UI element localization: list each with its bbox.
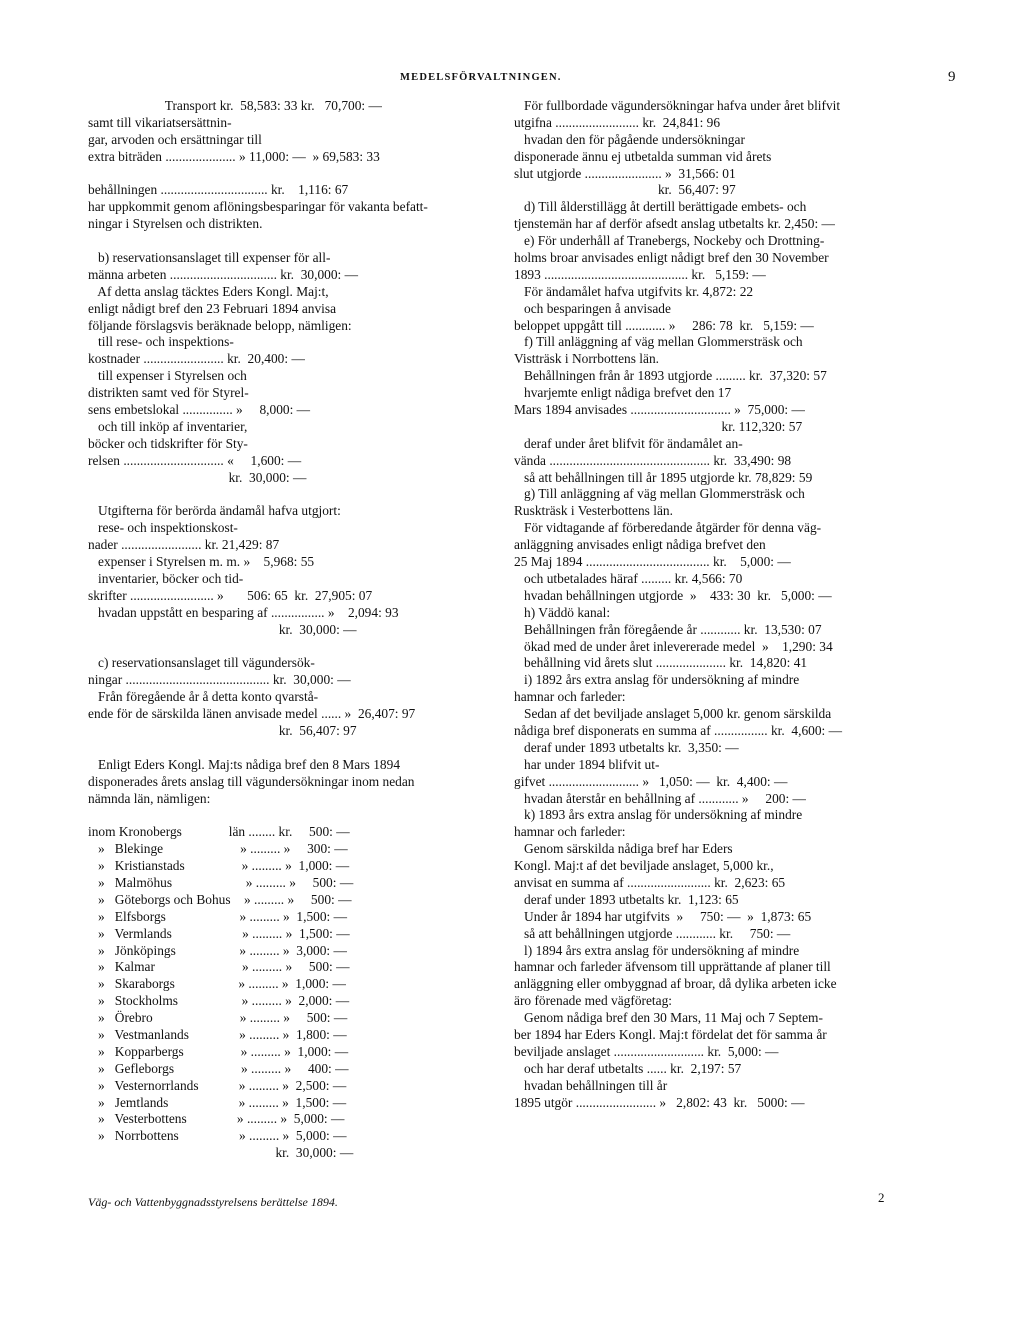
text-line: Under år 1894 har utgifvits » 750: — » 1,873: 65 xyxy=(514,908,812,924)
text-line: vända ................................................ kr. 33,490: 98 xyxy=(514,452,792,468)
text-line: d) Till ålderstillägg åt dertill berättigade embets- och xyxy=(514,199,807,215)
text-line: ningar ........................................... kr. 30,000: — xyxy=(88,672,351,688)
text-line: tjenstemän har af derför afsedt anslag utbetalts kr. 2,450: — xyxy=(514,216,835,232)
text-line: till rese- och inspektions- xyxy=(88,334,234,350)
text-line: hvadan den för pågående undersökningar xyxy=(514,131,745,147)
text-line xyxy=(88,486,498,503)
text-line: l) 1894 års extra anslag för undersökning af mindre xyxy=(514,942,800,958)
text-line: » Vesternorrlands » ......... » 2,500: — xyxy=(88,1077,347,1093)
text-line: ende för de särskilda länen anvisade medel ...... » 26,407: 97 xyxy=(88,706,416,722)
text-line xyxy=(88,807,498,824)
text-line xyxy=(88,639,498,656)
text-line: och besparingen å anvisade xyxy=(514,300,671,316)
text-line: Mars 1894 anvisades .............................. » 75,000: — xyxy=(514,402,805,418)
text-line: deraf under 1893 utbetalts kr. 1,123: 65 xyxy=(514,891,739,907)
text-line: » Gefleborgs » ......... » 400: — xyxy=(88,1060,349,1076)
text-line: disponerades årets anslag till vägundersökningar inom nedan xyxy=(88,773,415,789)
text-line: ber 1894 har Eders Kongl. Maj:t fördelat det för samma år xyxy=(514,1026,827,1042)
text-line: behållning vid årets slut ..................... kr. 14,820: 41 xyxy=(514,655,808,671)
text-line: distrikten samt ved för Styrel- xyxy=(88,385,249,401)
text-line: anvisat en summa af ......................... kr. 2,623: 65 xyxy=(514,874,786,890)
text-line: Transport kr. 58,583: 33 kr. 70,700: — xyxy=(88,98,382,113)
text-line: h) Väddö kanal: xyxy=(514,604,611,620)
text-line: deraf under året blifvit för ändamålet an- xyxy=(514,435,743,451)
text-line: så att behållningen till år 1895 utgjorde kr. 78,829: 59 xyxy=(514,469,813,485)
text-line: » Kopparbergs » ......... » 1,000: — xyxy=(88,1043,349,1059)
text-line: » Elfsborgs » ......... » 1,500: — xyxy=(88,908,348,924)
text-line: k) 1893 års extra anslag för undersökning af mindre xyxy=(514,807,803,823)
text-line: deraf under 1893 utbetalts kr. 3,350: — xyxy=(514,739,739,755)
text-line: nämnda län, nämligen: xyxy=(88,790,211,806)
text-line: kr. 56,407: 97 xyxy=(514,182,736,198)
text-line xyxy=(88,740,498,757)
text-line: och har deraf utbetalts ...... kr. 2,197: 57 xyxy=(514,1060,742,1076)
text-line: böcker och tidskrifter för Sty- xyxy=(88,435,248,451)
signature-mark: 2 xyxy=(878,1190,885,1205)
text-line: ningar i Styrelsen och distrikten. xyxy=(88,216,263,232)
text-line: beloppet uppgått till ............ » 286: 78 kr. 5,159: — xyxy=(514,317,814,333)
left-column xyxy=(88,98,498,1162)
text-line: Af detta anslag täcktes Eders Kongl. Maj:t, xyxy=(88,283,329,299)
text-line: äro förenade med vägföretag: xyxy=(514,993,673,1009)
text-line: » Vestmanlands » ......... » 1,800: — xyxy=(88,1026,347,1042)
text-line: Enligt Eders Kongl. Maj:ts nådiga bref den 8 Mars 1894 xyxy=(88,756,401,772)
text-line: » Norrbottens » ......... » 5,000: — xyxy=(88,1128,347,1144)
text-line: gifvet ........................... » 1,050: — kr. 4,400: — xyxy=(514,773,788,789)
text-line: hamnar och farleder: xyxy=(514,689,626,705)
text-line: 1893 ........................................... kr. 5,159: — xyxy=(514,266,766,282)
text-line: kr. 112,320: 57 xyxy=(514,418,803,434)
text-line: Utgifterna för berörda ändamål hafva utgjort: xyxy=(88,503,341,519)
text-line: Kongl. Maj:t af det beviljade anslaget, 5,000 kr., xyxy=(514,858,774,874)
text-line: Behållningen från föregående år ............ kr. 13,530: 07 xyxy=(514,621,822,637)
text-line: ökad med de under året inlevererade medel » 1,290: 34 xyxy=(514,638,833,654)
text-line: i) 1892 års extra anslag för undersökning af mindre xyxy=(514,672,800,688)
text-line: » Skaraborgs » ......... » 1,000: — xyxy=(88,976,346,992)
text-line: har uppkommit genom aflöningsbesparingar för vakanta befatt- xyxy=(88,199,428,215)
text-line: f) Till anläggning af väg mellan Glommersträsk och xyxy=(514,334,803,350)
text-line: » Jemtlands » ......... » 1,500: — xyxy=(88,1094,347,1110)
text-line: och utbetalades häraf ......... kr. 4,566: 70 xyxy=(514,570,743,586)
text-line: kr. 30,000: — xyxy=(88,621,357,637)
text-line: inom Kronobergs län ........ kr. 500: — xyxy=(88,824,350,840)
text-line xyxy=(88,166,498,183)
text-line: hvarjemte enligt nådiga brefvet den 17 xyxy=(514,385,732,401)
text-line: » Jönköpings » ......... » 3,000: — xyxy=(88,942,347,958)
text-line: » Vesterbottens » ......... » 5,000: — xyxy=(88,1111,345,1127)
text-line: kostnader ........................ kr. 20,400: — xyxy=(88,351,305,367)
text-line: » Vermlands » ......... » 1,500: — xyxy=(88,925,350,941)
text-line: följande förslagsvis beräknade belopp, nämligen: xyxy=(88,317,352,333)
text-line: hamnar och farleder: xyxy=(514,824,626,840)
text-line: För vidtagande af förberedande åtgärder för denna väg- xyxy=(514,520,822,536)
text-line: nader ........................ kr. 21,429: 87 xyxy=(88,537,280,553)
text-line: » Malmöhus » ......... » 500: — xyxy=(88,874,354,890)
text-line: sens embetslokal ............... » 8,000: — xyxy=(88,402,311,418)
text-line: utgifna ......................... kr. 24,841: 96 xyxy=(514,114,721,130)
text-line: Ruskträsk i Vesterbottens län. xyxy=(514,503,673,519)
text-line: skrifter ......................... » 506: 65 kr. 27,905: 07 xyxy=(88,587,373,603)
text-line: holms broar anvisades enligt nådigt bref den 30 November xyxy=(514,250,829,266)
text-line: c) reservationsanslaget till vägundersök- xyxy=(88,655,315,671)
text-line: samt till vikariatsersättnin- xyxy=(88,114,232,130)
page-number: 9 xyxy=(948,69,956,85)
text-line: Behållningen från år 1893 utgjorde ......... kr. 37,320: 57 xyxy=(514,368,827,384)
text-line: relsen .............................. « 1,600: — xyxy=(88,452,302,468)
text-line: Genom särskilda nådiga bref har Eders xyxy=(514,841,733,857)
text-line: kr. 56,407: 97 xyxy=(88,722,357,738)
text-line: behållningen ................................ kr. 1,116: 67 xyxy=(88,182,349,198)
text-line: Genom nådiga bref den 30 Mars, 11 Maj och 7 Septem- xyxy=(514,1010,823,1026)
text-line: kr. 30,000: — xyxy=(88,1145,354,1161)
text-line: För fullbordade vägundersökningar hafva under året blifvit xyxy=(514,98,841,113)
text-line: extra biträden ..................... » 11,000: — » 69,583: 33 xyxy=(88,148,380,164)
text-line: slut utgjorde ....................... » 31,566: 01 xyxy=(514,165,736,181)
text-line: » Kristianstads » ......... » 1,000: — xyxy=(88,858,350,874)
text-line xyxy=(88,233,498,250)
text-line: expenser i Styrelsen m. m. » 5,968: 55 xyxy=(88,554,315,570)
text-line: Sedan af det beviljade anslaget 5,000 kr. genom särskilda xyxy=(514,706,832,722)
text-line: » Kalmar » ......... » 500: — xyxy=(88,959,350,975)
text-line: » Blekinge » ......... » 300: — xyxy=(88,841,348,857)
text-line: enligt nådigt bref den 23 Februari 1894 anvisa xyxy=(88,300,337,316)
text-line: nådiga bref disponerats en summa af ................ kr. 4,600: — xyxy=(514,722,843,738)
text-line: hvadan återstår en behållning af ............ » 200: — xyxy=(514,790,806,806)
text-line: hvadan behållningen till år xyxy=(514,1077,668,1093)
text-line: rese- och inspektionskost- xyxy=(88,520,238,536)
text-line: b) reservationsanslaget till expenser för all- xyxy=(88,250,331,266)
text-line: till expenser i Styrelsen och xyxy=(88,368,247,384)
text-line: disponerade ännu ej utbetalda summan vid årets xyxy=(514,148,772,164)
text-line: Vistträsk i Norrbottens län. xyxy=(514,351,659,367)
page-header xyxy=(0,69,1024,88)
text-line: och till inköp af inventarier, xyxy=(88,418,248,434)
text-line: g) Till anläggning af väg mellan Glommersträsk och xyxy=(514,486,805,502)
text-line: kr. 30,000: — xyxy=(88,469,307,485)
text-line: 1895 utgör ........................ » 2,802: 43 kr. 5000: — xyxy=(514,1094,805,1110)
text-line: e) För underhåll af Tranebergs, Nockeby och Drottning- xyxy=(514,233,825,249)
text-line: har under 1894 blifvit ut- xyxy=(514,756,660,772)
text-line: » Göteborgs och Bohus » ......... » 500: — xyxy=(88,891,352,907)
footer-text: Väg- och Vattenbyggnadsstyrelsens berättelse 1894. xyxy=(88,1195,338,1209)
text-line: hamnar och farleder äfvensom till upprättande af planer till xyxy=(514,959,831,975)
text-line: Från föregående år å detta konto qvarstå- xyxy=(88,689,319,705)
text-line: männa arbeten ................................ kr. 30,000: — xyxy=(88,266,359,282)
text-line: » Örebro » ......... » 500: — xyxy=(88,1010,348,1026)
text-line: För ändamålet hafva utgifvits kr. 4,872: 22 xyxy=(514,283,754,299)
text-line: hvadan uppstått en besparing af ................ » 2,094: 93 xyxy=(88,604,399,620)
text-line: inventarier, böcker och tid- xyxy=(88,570,244,586)
text-line: beviljade anslaget ........................... kr. 5,000: — xyxy=(514,1043,779,1059)
text-line: anläggning anvisades enligt nådiga brefvet den xyxy=(514,537,766,553)
text-line: gar, arvoden och ersättningar till xyxy=(88,131,262,147)
text-line: anläggning eller ombyggnad af broar, då dylika arbeten icke xyxy=(514,976,837,992)
right-column xyxy=(514,98,952,1111)
text-line: hvadan behållningen utgjorde » 433: 30 kr. 5,000: — xyxy=(514,587,832,603)
text-line: 25 Maj 1894 ..................................... kr. 5,000: — xyxy=(514,554,791,570)
text-line: så att behållningen utgjorde ............ kr. 750: — xyxy=(514,925,791,941)
text-line: » Stockholms » ......... » 2,000: — xyxy=(88,993,350,1009)
running-title: MEDELSFÖRVALTNINGEN. xyxy=(400,72,562,83)
